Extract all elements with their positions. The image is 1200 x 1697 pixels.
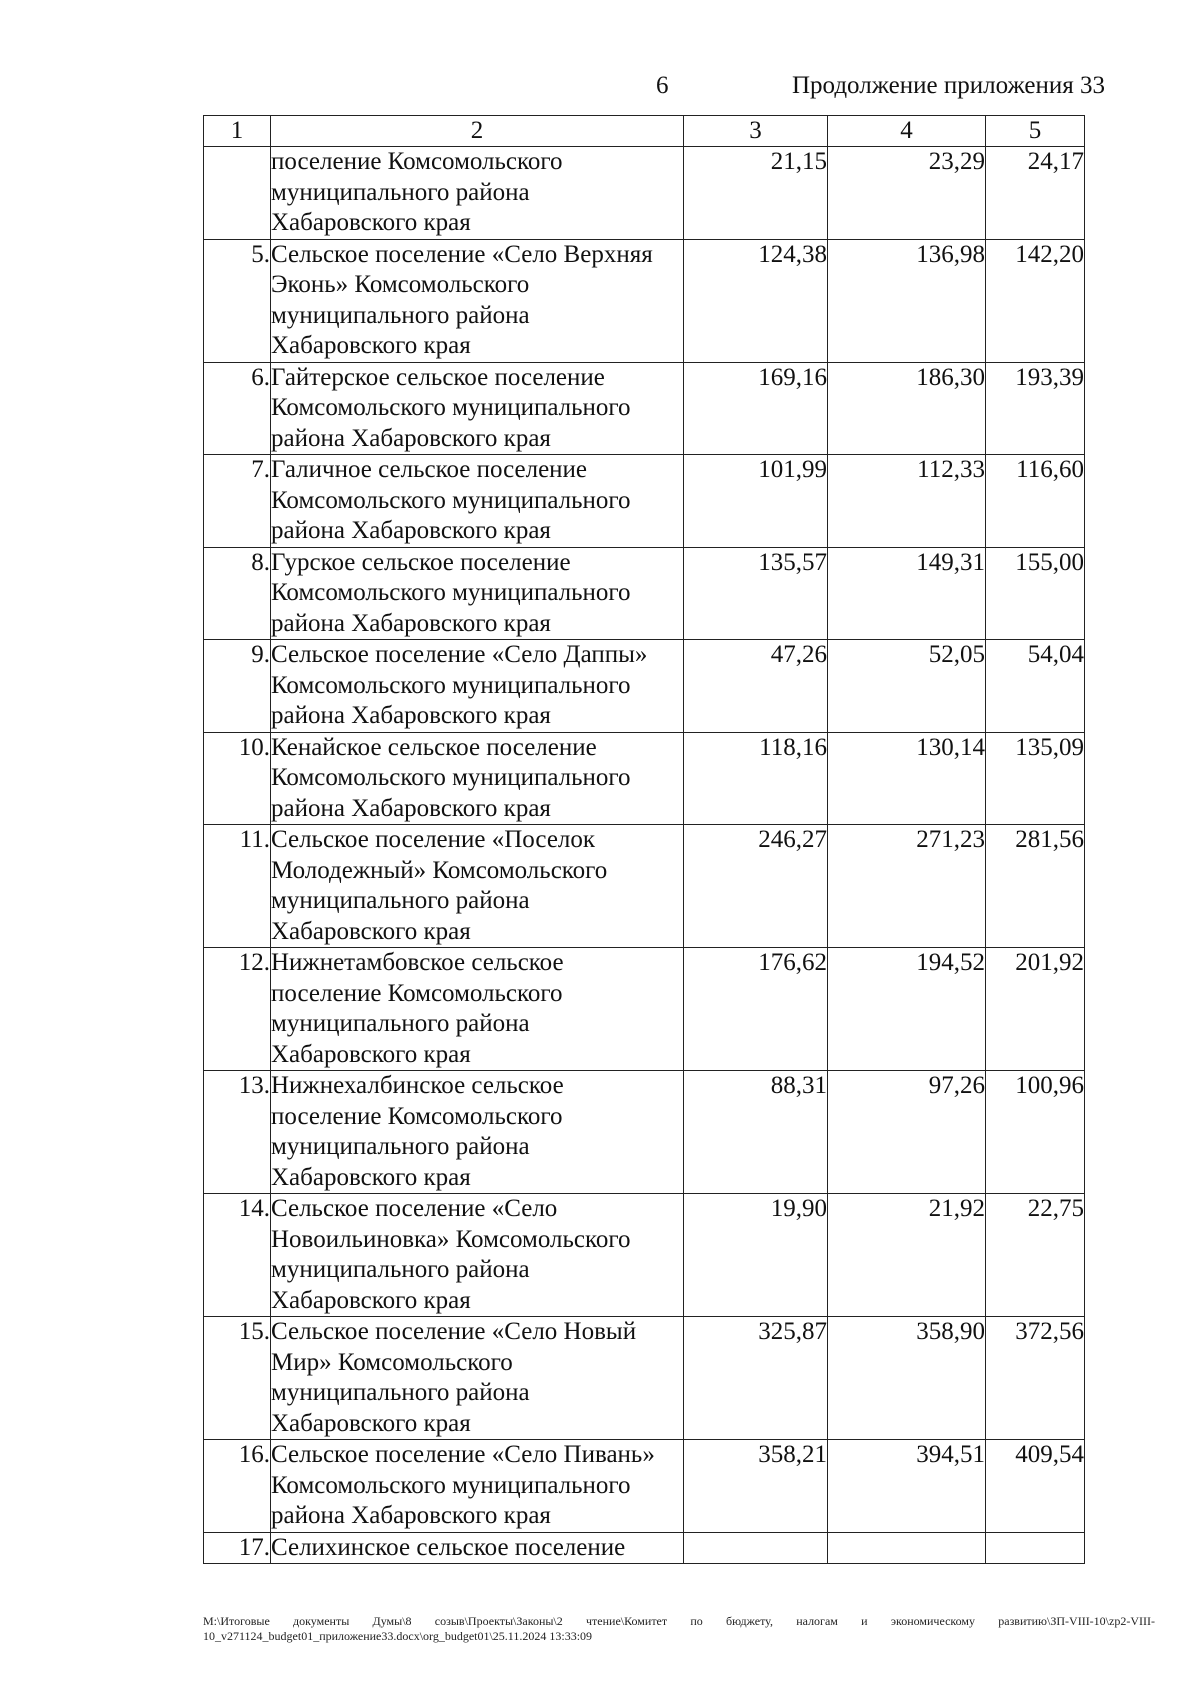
row-number: 12. [204,948,271,1071]
row-number: 11. [204,825,271,948]
settlement-name-line: Хабаровского края [271,332,471,359]
value-col-4 [828,1532,986,1564]
settlement-name-line: Комсомольского муниципального [271,486,631,514]
settlement-name [271,147,684,240]
settlement-name-line: Сельское поселение «Село Верхняя [271,240,653,268]
value-col-5: 22,75 [986,1194,1085,1317]
value-col-4: 271,23 [828,825,986,948]
value-col-3: 47,26 [684,640,828,733]
value-col-3: 358,21 [684,1440,828,1533]
row-number: 14. [204,1194,271,1317]
settlement-name-line: района Хабаровского края [271,1502,551,1529]
settlement-name [271,362,684,455]
settlement-name [271,825,684,948]
row-number: 10. [204,732,271,825]
value-col-5: 409,54 [986,1440,1085,1533]
table-row [204,1440,1085,1533]
row-number: 6. [204,362,271,455]
table-row [204,1532,1085,1564]
row-number [204,147,271,240]
settlement-name-line: муниципального района [271,1133,530,1160]
value-col-4: 97,26 [828,1071,986,1194]
value-col-4: 130,14 [828,732,986,825]
value-col-5: 372,56 [986,1317,1085,1440]
settlement-name-line: поселение Комсомольского [271,1102,563,1130]
table-row [204,455,1085,548]
settlement-name-line: муниципального района [271,1010,530,1037]
table-row [204,948,1085,1071]
value-col-3: 21,15 [684,147,828,240]
settlement-name-line: поселение Комсомольского [271,979,563,1007]
settlement-name [271,1532,684,1564]
table-row [204,147,1085,240]
settlement-name-line: муниципального района [271,887,530,914]
settlement-name-line: Хабаровского края [271,1409,471,1437]
settlement-name-line: Хабаровского края [271,917,471,945]
settlement-name-line: Хабаровского края [271,1163,471,1191]
row-number: 9. [204,640,271,733]
table-row [204,547,1085,640]
column-header: 4 [828,116,986,147]
table-row [204,362,1085,455]
settlement-name-line: Комсомольского муниципального [271,394,631,421]
value-col-3: 325,87 [684,1317,828,1440]
column-header: 2 [271,116,684,147]
settlement-name-line: Сельское поселение «Село [271,1195,558,1222]
settlement-name-line: района Хабаровского края [271,517,551,544]
settlement-name-line: Комсомольского муниципального [271,671,631,699]
settlement-name-line: Хабаровского края [271,209,471,236]
value-col-3: 118,16 [684,732,828,825]
page-number: 6 [656,72,669,99]
value-col-5: 201,92 [986,948,1085,1071]
row-number: 17. [204,1532,271,1564]
settlement-name-line: Сельское поселение «Село Пивань» [271,1441,655,1468]
settlement-name-line: Мир» Комсомольского [271,1348,513,1376]
value-col-3: 124,38 [684,239,828,362]
settlement-name-line: Эконь» Комсомольского [271,271,530,298]
settlement-name-line: Сельское поселение «Село Даппы» [271,641,648,668]
value-col-4: 186,30 [828,362,986,455]
settlement-name [271,239,684,362]
settlement-name-line: поселение Комсомольского [271,148,563,175]
value-col-4: 21,92 [828,1194,986,1317]
settlement-name [271,948,684,1071]
value-col-5: 24,17 [986,147,1085,240]
appendix-table [203,115,1085,1564]
value-col-5: 135,09 [986,732,1085,825]
value-col-4: 394,51 [828,1440,986,1533]
value-col-3 [684,1532,828,1564]
settlement-name-line: Галичное сельское поселение [271,456,588,483]
column-header: 3 [684,116,828,147]
settlement-name-line: района Хабаровского края [271,794,551,822]
settlement-name-line: Комсомольского муниципального [271,764,631,791]
table-row [204,1317,1085,1440]
value-col-3: 176,62 [684,948,828,1071]
value-col-5: 100,96 [986,1071,1085,1194]
table-row [204,732,1085,825]
settlement-name [271,1440,684,1533]
settlement-name-line: Хабаровского края [271,1286,471,1314]
row-number: 15. [204,1317,271,1440]
settlement-name-line: Комсомольского муниципального [271,1471,631,1499]
value-col-4: 52,05 [828,640,986,733]
settlement-name-line: Хабаровского края [271,1040,471,1068]
settlement-name-line: Гайтерское сельское поселение [271,363,605,391]
value-col-4: 23,29 [828,147,986,240]
settlement-name-line: Новоильиновка» Комсомольского [271,1225,631,1253]
settlement-name [271,547,684,640]
value-col-3: 19,90 [684,1194,828,1317]
settlement-name [271,1194,684,1317]
settlement-name [271,640,684,733]
settlement-name [271,732,684,825]
value-col-3: 135,57 [684,547,828,640]
settlement-name-line: Сельское поселение «Поселок [271,826,596,853]
settlement-name-line: Комсомольского муниципального [271,579,631,606]
value-col-5: 142,20 [986,239,1085,362]
value-col-4: 194,52 [828,948,986,1071]
value-col-5: 193,39 [986,362,1085,455]
value-col-5: 155,00 [986,547,1085,640]
settlement-name-line: Селихинское сельское поселение [271,1533,626,1561]
settlement-name-line: Нижнетамбовское сельское [271,949,564,976]
value-col-4: 149,31 [828,547,986,640]
value-col-3: 246,27 [684,825,828,948]
table-row [204,239,1085,362]
table-header-row [204,116,1085,147]
settlement-name-line: Гурское сельское поселение [271,548,571,576]
value-col-5: 281,56 [986,825,1085,948]
row-number: 8. [204,547,271,640]
settlement-name-line: муниципального района [271,1379,530,1406]
file-path-footer: M:\Итоговые документы Думы\8 созыв\Проекты\Законы\2 чтение\Комитет по бюджету, налогам и экономическому развитию\ЗП-VIII-10\zp2-VIII-10_v271124_budget01_приложение33.docx\org_budget01\25.11.2024 13:33:09 [203,1614,1155,1643]
value-col-4: 358,90 [828,1317,986,1440]
value-col-5: 116,60 [986,455,1085,548]
settlement-name-line: района Хабаровского края [271,424,551,452]
value-col-3: 169,16 [684,362,828,455]
row-number: 16. [204,1440,271,1533]
row-number: 7. [204,455,271,548]
settlement-name-line: Молодежный» Комсомольского [271,856,608,884]
value-col-5: 54,04 [986,640,1085,733]
table-row [204,640,1085,733]
settlement-name [271,1317,684,1440]
settlement-name-line: муниципального района [271,1256,530,1283]
value-col-5 [986,1532,1085,1564]
column-header: 5 [986,116,1085,147]
settlement-name [271,1071,684,1194]
column-header: 1 [204,116,271,147]
table-row [204,1071,1085,1194]
settlement-name-line: района Хабаровского края [271,702,551,729]
settlement-name-line: Сельское поселение «Село Новый [271,1318,637,1345]
row-number: 13. [204,1071,271,1194]
value-col-3: 101,99 [684,455,828,548]
settlement-name [271,455,684,548]
continuation-title: Продолжение приложения 33 [792,72,1106,99]
value-col-4: 136,98 [828,239,986,362]
settlement-name-line: Кенайское сельское поселение [271,733,597,761]
settlement-name-line: района Хабаровского края [271,609,551,637]
table-row [204,1194,1085,1317]
value-col-3: 88,31 [684,1071,828,1194]
table-row [204,825,1085,948]
settlement-name-line: муниципального района [271,178,530,206]
value-col-4: 112,33 [828,455,986,548]
settlement-name-line: муниципального района [271,301,530,329]
settlement-name-line: Нижнехалбинское сельское [271,1072,564,1099]
row-number: 5. [204,239,271,362]
